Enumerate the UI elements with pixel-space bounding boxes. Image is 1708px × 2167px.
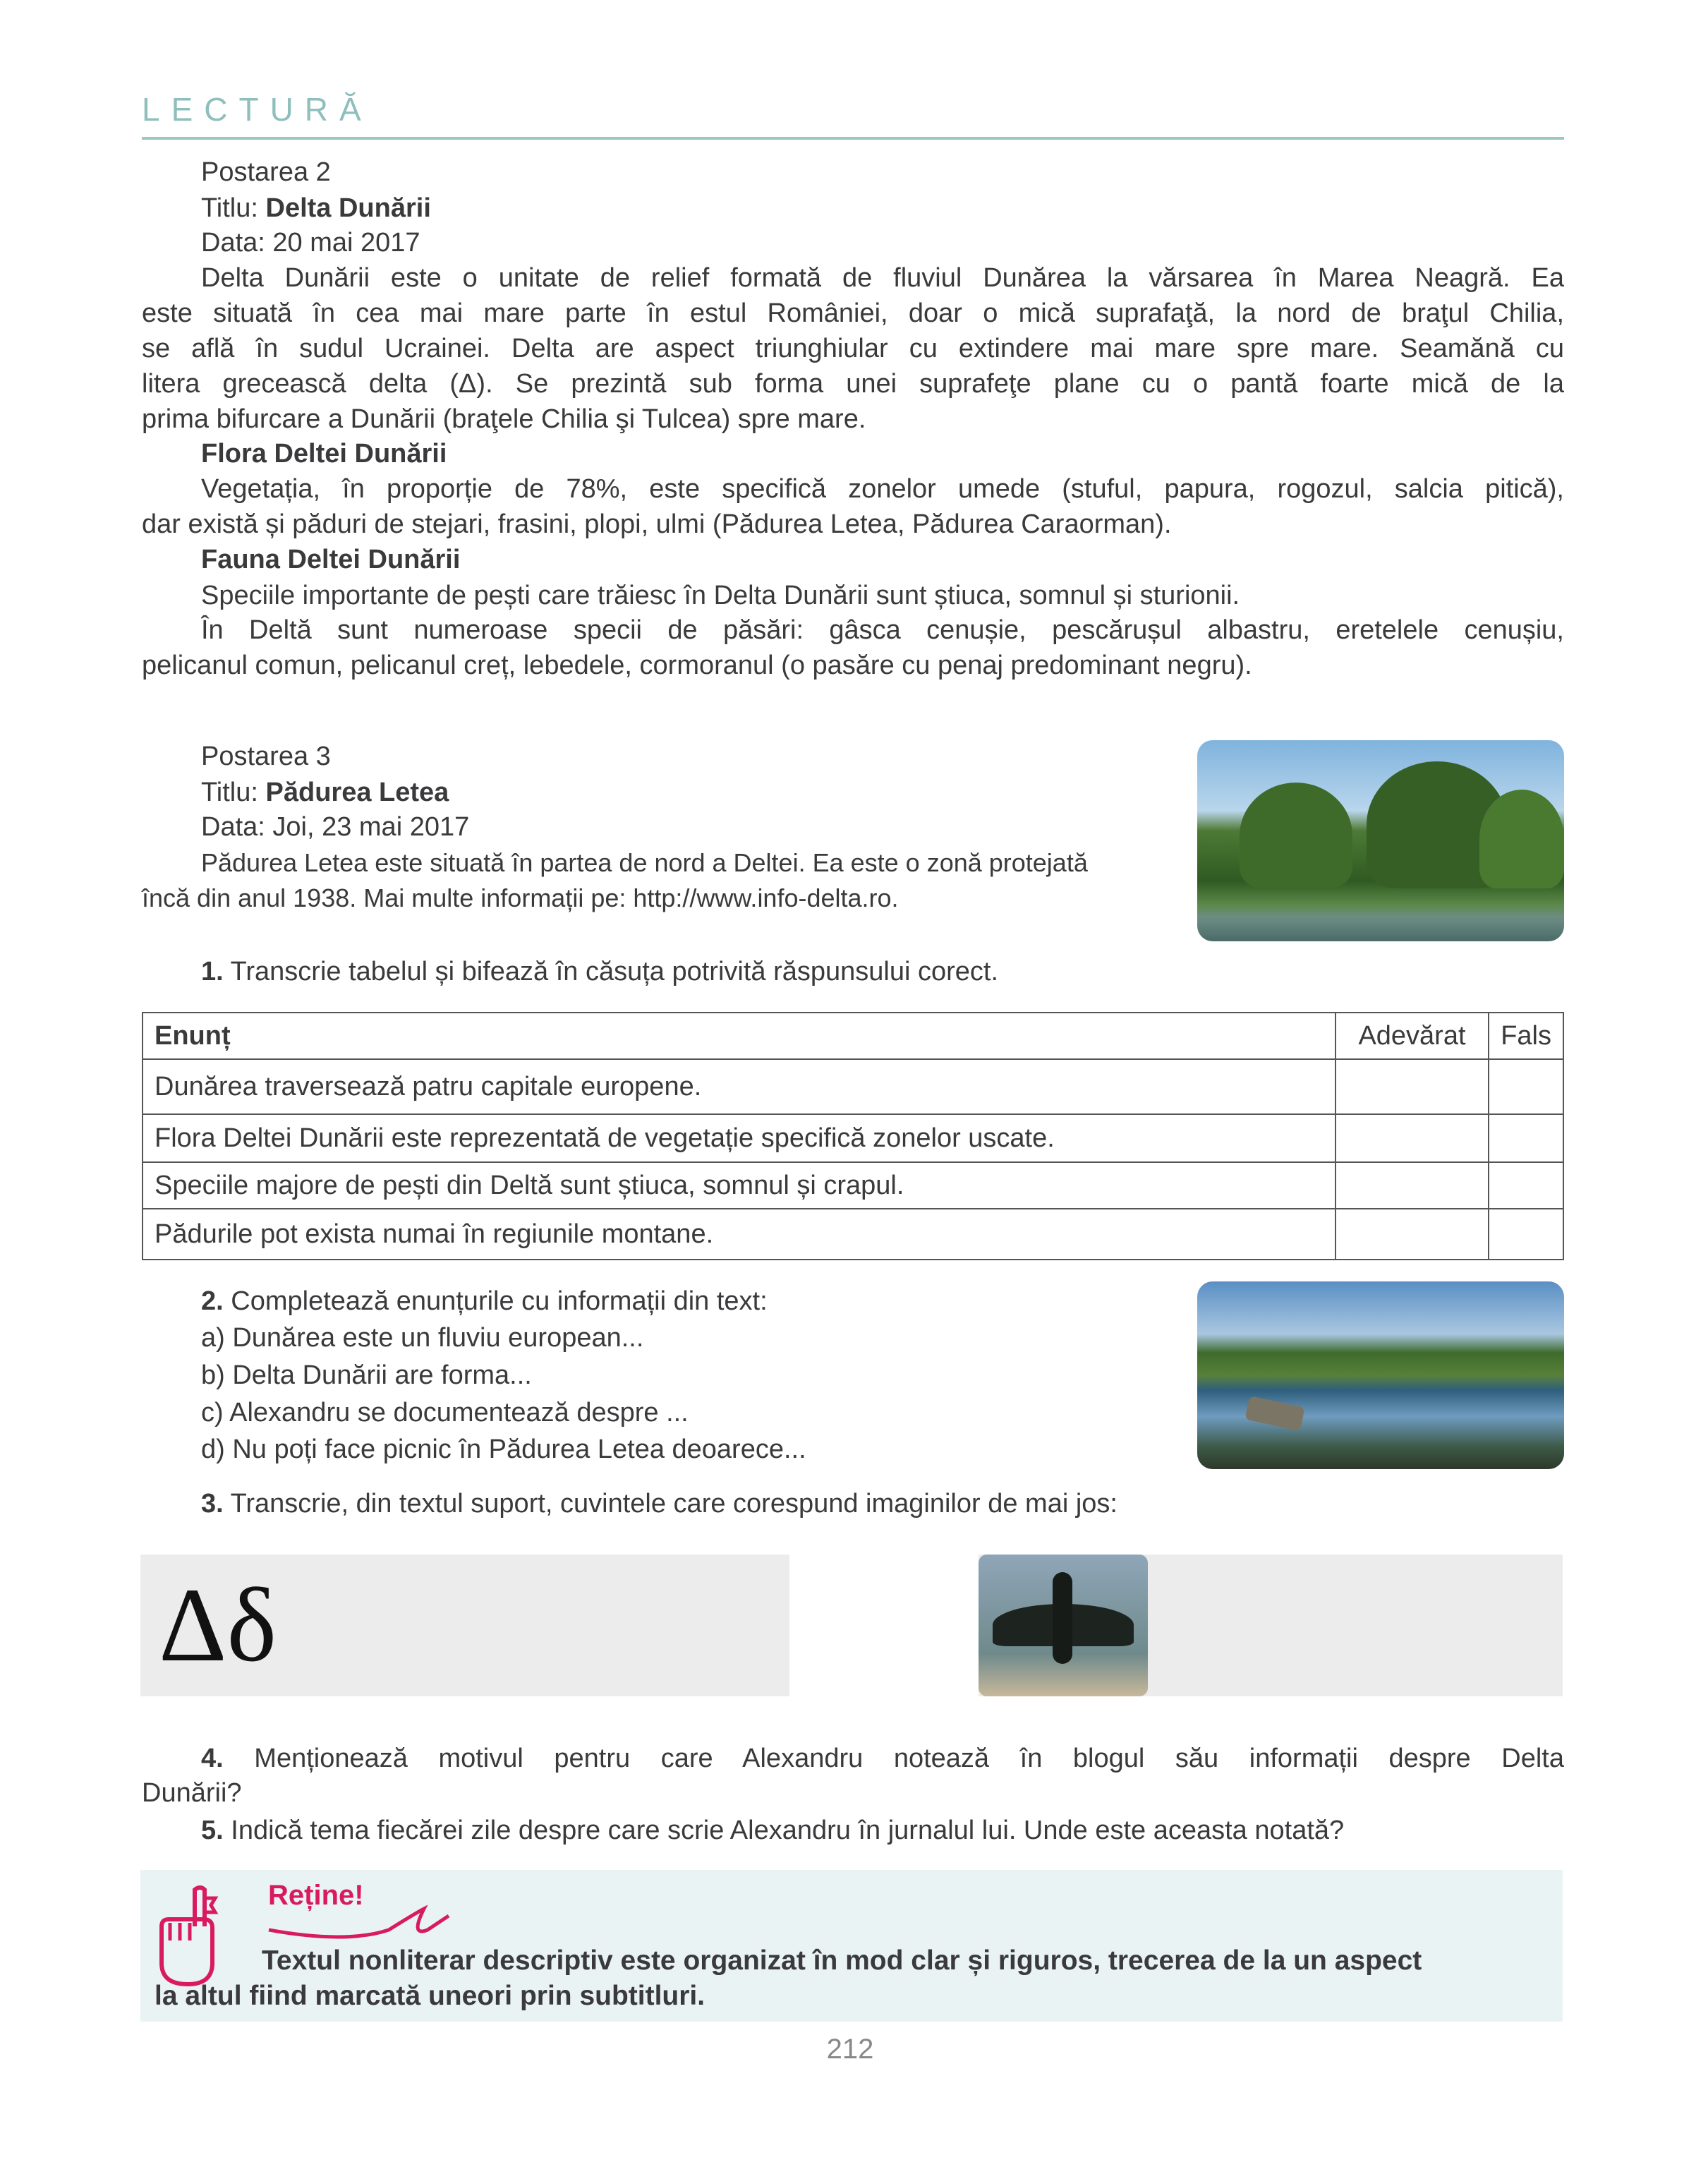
flora-heading: Flora Deltei Dunării: [201, 439, 447, 469]
question-text: Transcrie tabelul și bifează în căsuța potrivită răspunsului corect.: [223, 957, 999, 986]
question-3: [201, 1486, 1564, 1521]
true-false-table: [142, 1012, 1564, 1260]
completion-item: b) Delta Dunării are forma...: [201, 1360, 532, 1390]
completion-item: c) Alexandru se documentează despre ...: [201, 1398, 689, 1427]
question-4-cont: Dunării?: [142, 1778, 242, 1808]
table-row: [143, 1162, 1563, 1209]
false-checkbox-cell[interactable]: [1489, 1162, 1563, 1209]
tree-shape: [1479, 790, 1564, 888]
question-number: 4.: [201, 1744, 224, 1773]
table-row: [143, 1059, 1563, 1114]
question-number: 5.: [201, 1816, 224, 1845]
paragraph-line: prima bifurcare a Dunării (braţele Chilia şi Tulcea) spre mare.: [142, 404, 866, 434]
paragraph-line: pelicanul comun, pelicanul creț, lebedele, cormoranul (o pasăre cu penaj predominant negru).: [142, 651, 1252, 680]
cormorant-photo: [979, 1555, 1148, 1696]
true-checkbox-cell[interactable]: [1335, 1114, 1489, 1162]
section-header: LECTURĂ: [142, 91, 373, 128]
paragraph-line: Pădurea Letea este situată în partea de nord a Deltei. Ea este o zonă protejată: [201, 848, 1088, 877]
underline-squiggle: [267, 1898, 479, 1940]
paragraph-line: Delta Dunării este o unitate de relief formată de fluviul Dunărea la vărsarea în Marea Neagră. Ea: [201, 263, 1564, 293]
bird-body-shape: [1053, 1572, 1072, 1664]
paragraph-line: încă din anul 1938. Mai multe informații pe: http://www.info-delta.ro.: [142, 883, 899, 912]
table-row: [143, 1209, 1563, 1260]
question-number: 2.: [201, 1286, 224, 1316]
hand-ribbon-icon: [156, 1884, 226, 1990]
paragraph-line: se află în sudul Ucrainei. Delta are aspect triunghiular cu extindere mai mare spre mare. Seamănă cu: [142, 334, 1564, 363]
true-checkbox-cell[interactable]: [1335, 1162, 1489, 1209]
question-number: 3.: [201, 1489, 224, 1519]
false-checkbox-cell[interactable]: [1489, 1114, 1563, 1162]
paragraph-line: În Deltă sunt numeroase specii de păsări: gâsca cenușie, pescărușul albastru, eretelele cenușiu,: [201, 615, 1564, 645]
remember-text-line: Textul nonliterar descriptiv este organizat în mod clar și riguros, trecerea de la un aspect: [262, 1945, 1422, 1976]
tree-shape: [1240, 783, 1352, 888]
paragraph-line: litera grecească delta (Δ). Se prezintă sub forma unei suprafeţe plane cu o pantă foarte mică de la: [142, 369, 1564, 399]
completion-item: a) Dunărea este un fluviu european...: [201, 1323, 644, 1353]
remember-title: Reține!: [268, 1880, 364, 1911]
title-prefix: Titlu:: [201, 778, 266, 807]
column-header-true: Adevărat: [1335, 1013, 1489, 1059]
false-checkbox-cell[interactable]: [1489, 1059, 1563, 1114]
cormorant-box: [979, 1555, 1563, 1696]
false-checkbox-cell[interactable]: [1489, 1209, 1563, 1260]
post3-title-text: Pădurea Letea: [265, 778, 449, 807]
question-text: Menționează motivul pentru care Alexandru notează în blogul său informații despre Delta: [223, 1744, 1564, 1773]
question-1: [201, 954, 1564, 989]
question-4: [201, 1741, 1564, 1776]
delta-symbol: Δδ: [159, 1567, 277, 1684]
true-checkbox-cell[interactable]: [1335, 1209, 1489, 1260]
remember-text-line: la altul fiind marcată uneori prin subtitluri.: [155, 1981, 705, 2011]
letea-forest-photo: [1197, 740, 1564, 941]
statement-cell: Dunărea traversează patru capitale europene.: [143, 1059, 1335, 1114]
completion-item: d) Nu poți face picnic în Pădurea Letea deoarece...: [201, 1435, 806, 1464]
question-text: Indică tema fiecărei zile despre care scrie Alexandru în jurnalul lui. Unde este aceasta notată?: [223, 1816, 1345, 1845]
post2-title-text: Delta Dunării: [265, 193, 431, 223]
paragraph-line: dar există și păduri de stejari, frasini, plopi, ulmi (Pădurea Letea, Pădurea Caraorman).: [142, 509, 1172, 539]
post2-date: Data: 20 mai 2017: [201, 228, 420, 258]
table-row: [143, 1114, 1563, 1162]
boat-shape: [1244, 1396, 1304, 1431]
question-text: Completează enunțurile cu informații din text:: [223, 1286, 768, 1316]
paragraph-line: este situată în cea mai mare parte în estul României, doar o mică suprafaţă, la nord de braţul Chilia,: [142, 298, 1564, 328]
title-prefix: Titlu:: [201, 193, 266, 223]
delta-symbol-box: [140, 1555, 789, 1696]
post3-label: Postarea 3: [201, 742, 331, 771]
paragraph-line: Vegetația, în proporție de 78%, este specifică zonelor umede (stuful, papura, rogozul, salcia pitică),: [201, 474, 1564, 504]
header-divider: [142, 137, 1564, 140]
post3-date: Data: Joi, 23 mai 2017: [201, 812, 470, 842]
statement-cell: Pădurile pot exista numai în regiunile montane.: [143, 1209, 1335, 1260]
post2-title: [201, 191, 1564, 226]
post2-label: Postarea 2: [201, 157, 331, 187]
true-checkbox-cell[interactable]: [1335, 1059, 1489, 1114]
question-number: 1.: [201, 957, 224, 986]
delta-lake-photo: [1197, 1281, 1564, 1469]
question-text: Transcrie, din textul suport, cuvintele care corespund imaginilor de mai jos:: [223, 1489, 1118, 1519]
fauna-heading: Fauna Deltei Dunării: [201, 545, 461, 574]
remember-box: [140, 1870, 1563, 2022]
statement-cell: Speciile majore de pești din Deltă sunt știuca, somnul și crapul.: [143, 1162, 1335, 1209]
column-header-false: Fals: [1489, 1013, 1563, 1059]
question-5: [201, 1813, 1564, 1848]
statement-cell: Flora Deltei Dunării este reprezentată de vegetație specifică zonelor uscate.: [143, 1114, 1335, 1162]
page-number: 212: [826, 2034, 874, 2065]
column-header-statement: Enunț: [155, 1020, 231, 1051]
paragraph-line: Speciile importante de pești care trăiesc în Delta Dunării sunt știuca, somnul și sturionii.: [201, 581, 1240, 610]
